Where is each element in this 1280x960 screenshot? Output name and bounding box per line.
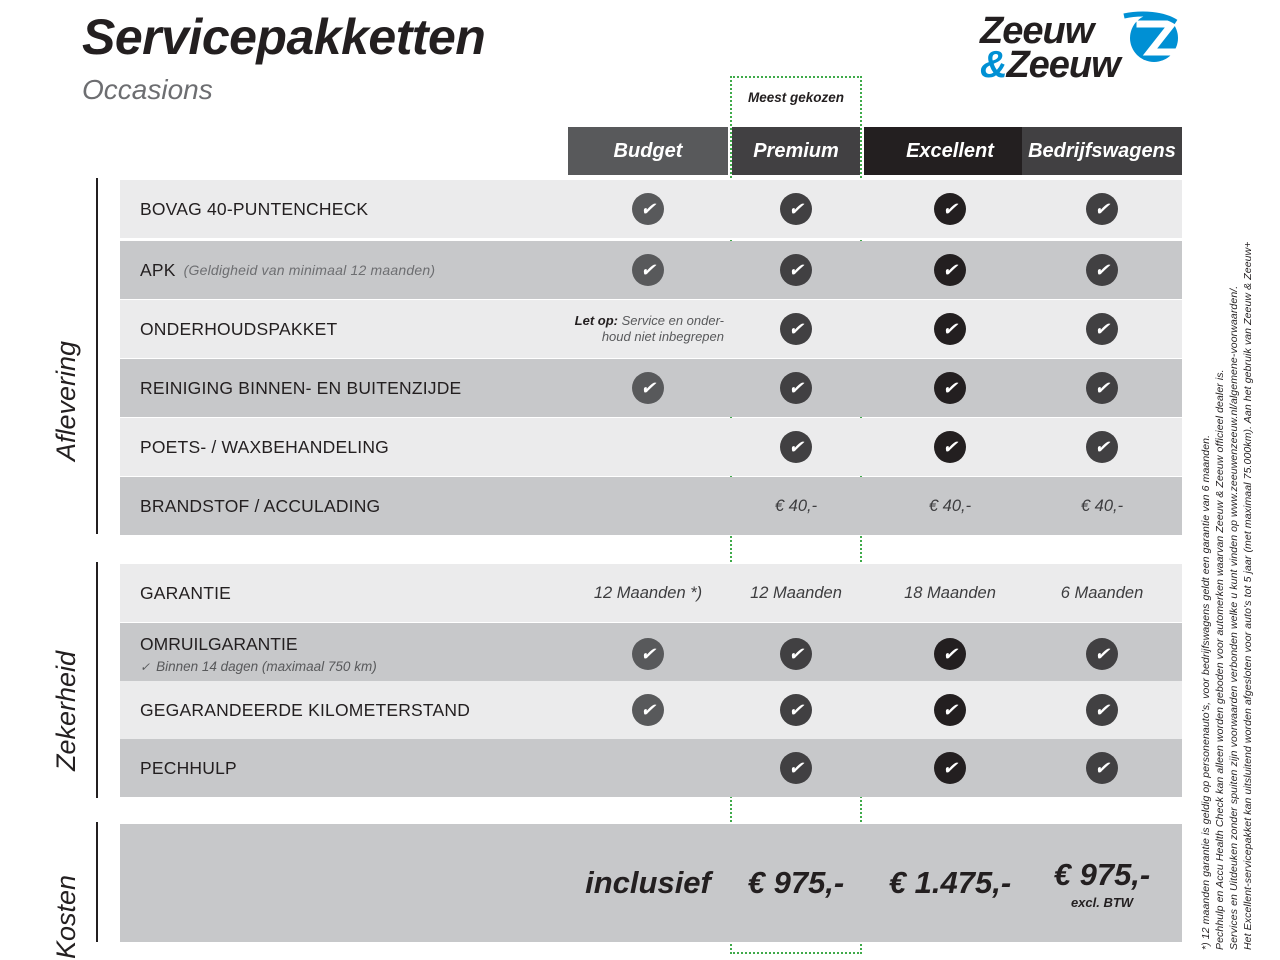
cell-excellent: € 40,- (928, 496, 972, 515)
cell-premium (732, 359, 860, 417)
check-icon: ✔ (780, 431, 812, 463)
check-icon: ✔ (780, 193, 812, 225)
check-icon: ✔ (780, 313, 812, 345)
check-icon: ✔ (934, 752, 966, 784)
row-label-note (140, 659, 377, 674)
note-line-2: houd niet inbegrepen (601, 329, 724, 344)
table-row (120, 241, 1182, 299)
check-icon: ✔ (934, 694, 966, 726)
logo-line-2 (980, 46, 1120, 84)
logo-line-2-text: Zeeuw (1006, 44, 1120, 86)
check-icon: ✔ (934, 254, 966, 286)
check-icon: ✔ (1086, 431, 1118, 463)
group-label-zekerheid: Zekerheid (51, 650, 81, 771)
group-label-aflevering: Aflevering (51, 340, 81, 461)
cell-excellent: 18 Maanden (904, 583, 996, 602)
cost-premium: € 975,- (747, 865, 845, 900)
brand-logo (980, 10, 1180, 86)
cell-excellent (864, 681, 1036, 739)
cell-excellent (864, 300, 1036, 358)
cost-bedrijfswagens-value: € 975,- (1053, 856, 1151, 892)
cell-bedrijfswagens (1022, 180, 1182, 238)
row-label (140, 623, 377, 685)
table-row (120, 739, 1182, 797)
cell-bedrijfswagens (1022, 739, 1182, 797)
check-icon: ✔ (1086, 254, 1118, 286)
cell-premium (732, 681, 860, 739)
check-icon: ✔ (1086, 638, 1118, 670)
row-label-text: ONDERHOUDSPAKKET (140, 318, 338, 339)
cell-budget (568, 241, 728, 299)
group-rule-aflevering (96, 178, 98, 534)
row-label (140, 418, 389, 476)
row-label-note-text: Binnen 14 dagen (maximaal 750 km) (156, 659, 377, 674)
check-icon: ✔ (632, 694, 664, 726)
note-line-1: Service en onder- (621, 312, 724, 328)
cell-bedrijfswagens (1022, 418, 1182, 476)
check-icon: ✔ (934, 193, 966, 225)
cell-bedrijfswagens (1022, 359, 1182, 417)
column-header-premium: Premium (732, 127, 860, 175)
check-icon: ✔ (934, 638, 966, 670)
logo-ampersand: & (980, 44, 1007, 86)
legal-line-3: Pechhulp en Accu Health Check kan alleen worden geboden voor automerken waarvan Zeeuw & Zeeuw officieel dealer is. (1214, 369, 1226, 950)
group-label-kosten: Kosten (51, 874, 81, 959)
group-rule-zekerheid (96, 562, 98, 798)
row-label (140, 681, 470, 739)
check-icon: ✔ (632, 193, 664, 225)
check-icon: ✔ (1086, 372, 1118, 404)
row-label-text: POETS- / WAXBEHANDELING (140, 436, 389, 457)
row-label-text: BRANDSTOF / ACCULADING (140, 495, 381, 516)
cell-excellent (864, 180, 1036, 238)
logo-z-mark-icon (1120, 10, 1180, 68)
row-label (140, 477, 380, 535)
cell-premium (732, 180, 860, 238)
page-header (0, 0, 1280, 110)
note-bold: Let op: (574, 312, 618, 328)
check-icon: ✔ (1086, 313, 1118, 345)
check-icon: ✔ (1086, 694, 1118, 726)
table-row (120, 180, 1182, 238)
check-icon: ✔ (780, 254, 812, 286)
legal-line-1: Het Excellent-servicepakket kan uitsluitend worden afgesloten voor auto's tot 5 jaar (met maximaal 75.000km). Aan het gebruik van Zeeuw & Zeeuw+ (1242, 241, 1254, 950)
check-icon: ✔ (1086, 193, 1118, 225)
table-row (120, 564, 1182, 622)
table-row (120, 681, 1182, 739)
check-icon: ✔ (632, 638, 664, 670)
cost-bedrijfswagens (1022, 824, 1182, 942)
cell-bedrijfswagens (1022, 681, 1182, 739)
cell-premium: 12 Maanden (750, 583, 842, 602)
cell-budget (568, 359, 728, 417)
check-icon: ✔ (780, 752, 812, 784)
costs-band (120, 824, 1182, 942)
cost-excellent: € 1.475,- (888, 865, 1012, 900)
check-icon: ✔ (632, 372, 664, 404)
row-label-subtext: (Geldigheid van minimaal 12 maanden) (183, 262, 436, 278)
cell-budget (568, 623, 728, 685)
cell-premium (732, 739, 860, 797)
row-label (140, 564, 231, 622)
cell-budget (568, 180, 728, 238)
cell-excellent (864, 359, 1036, 417)
cell-excellent (864, 623, 1036, 685)
cost-budget: inclusief (585, 865, 711, 900)
cell-bedrijfswagens (1022, 241, 1182, 299)
cell-excellent (864, 739, 1036, 797)
cell-premium (732, 300, 860, 358)
cell-bedrijfswagens: 6 Maanden (1060, 583, 1144, 602)
row-label (140, 300, 337, 358)
table-row (120, 300, 1182, 358)
row-label-text: GARANTIE (140, 582, 232, 603)
row-label (140, 359, 461, 417)
column-header-excellent: Excellent (864, 127, 1036, 175)
cell-premium (732, 418, 860, 476)
row-label-text: REINIGING BINNEN- EN BUITENZIJDE (140, 377, 462, 398)
check-icon: ✔ (780, 694, 812, 726)
table-row (120, 418, 1182, 476)
cell-budget (568, 681, 728, 739)
cell-bedrijfswagens (1022, 623, 1182, 685)
row-label-text: OMRUILGARANTIE (140, 634, 298, 654)
cell-premium (732, 623, 860, 685)
check-icon: ✔ (632, 254, 664, 286)
cell-premium: € 40,- (774, 496, 818, 515)
tick-icon: ✓ (140, 660, 151, 674)
cell-bedrijfswagens: € 40,- (1080, 496, 1124, 515)
row-label (140, 739, 237, 797)
logo-line-1: Zeeuw (980, 10, 1094, 52)
row-label-text: BOVAG 40-PUNTENCHECK (140, 198, 369, 219)
cell-excellent (864, 241, 1036, 299)
row-label (140, 180, 368, 238)
row-label-text: APK (140, 259, 176, 280)
legal-disclaimer (1196, 110, 1276, 950)
group-rule-kosten (96, 822, 98, 942)
column-header-budget: Budget (568, 127, 728, 175)
check-icon: ✔ (1086, 752, 1118, 784)
legal-line-2: Services en Uitdeuken zonder spuiten zijn voorwaarden verbonden welke u kunt vinden op www.zeeuwenzeeuw.nl/algemene-voorwaarden/. (1228, 285, 1240, 950)
cell-premium (732, 241, 860, 299)
page-title: Servicepakketten (82, 9, 486, 65)
cell-excellent (864, 418, 1036, 476)
most-chosen-label: Meest gekozen (747, 90, 845, 105)
legal-line-4: *) 12 maanden garantie is geldig op personenauto's, voor bedrijfswagens geldt een garantie van 6 maanden. (1200, 434, 1212, 950)
check-icon: ✔ (780, 638, 812, 670)
column-header-bedrijfswagens: Bedrijfswagens (1022, 127, 1182, 175)
cost-bedrijfswagens-excl: excl. BTW (1070, 894, 1134, 910)
row-label (140, 241, 435, 299)
cell-bedrijfswagens (1022, 300, 1182, 358)
cell-budget-note (520, 300, 730, 358)
table-row (120, 623, 1182, 685)
cell-budget: 12 Maanden *) (593, 583, 703, 602)
table-row (120, 477, 1182, 535)
check-icon: ✔ (934, 431, 966, 463)
check-icon: ✔ (934, 313, 966, 345)
check-icon: ✔ (780, 372, 812, 404)
check-icon: ✔ (934, 372, 966, 404)
page-subtitle: Occasions (82, 74, 213, 105)
table-row (120, 359, 1182, 417)
row-label-text: GEGARANDEERDE KILOMETERSTAND (140, 699, 471, 720)
row-label-text: PECHHULP (140, 757, 237, 778)
